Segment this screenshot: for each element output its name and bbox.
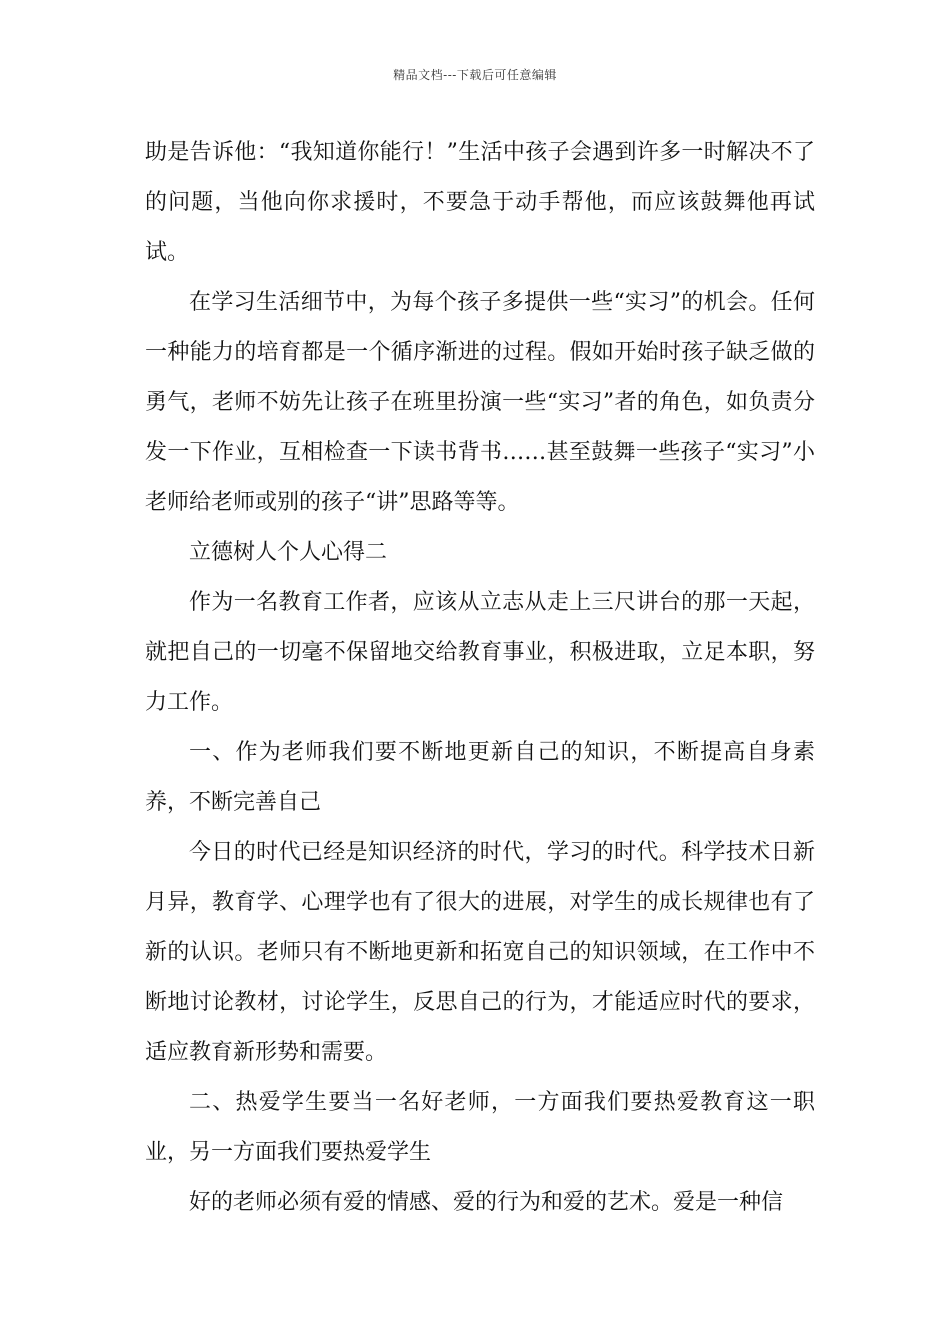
paragraph-3: 作为一名教育工作者，应该从立志从走上三尺讲台的那一天起，就把自己的一切毫不保留地交给教育事业，积极进取，立足本职，努力工作。 (145, 590, 815, 715)
document-body (145, 128, 815, 1228)
paragraph-5: 好的老师必须有爱的情感、爱的行为和爱的艺术。爱是一种信 (189, 1190, 784, 1215)
section-title: 立德树人个人心得二 (189, 540, 388, 565)
paragraph-1: 助是告诉他：“我知道你能行！”生活中孩子会遇到许多一时解决不了的问题，当他向你求援时，不要急于动手帮他，而应该鼓舞他再试试。 (145, 140, 815, 265)
paragraph-2: 在学习生活细节中，为每个孩子多提供一些“实习”的机会。任何一种能力的培育都是一个循序渐进的过程。假如开始时孩子缺乏做的勇气，老师不妨先让孩子在班里扮演一些“实习”者的角色，如负责分发一下作业，互相检查一下读书背书……甚至鼓舞一些孩子“实习”小老师给老师或别的孩子“讲”思路等等。 (145, 290, 815, 515)
paragraph-4: 今日的时代已经是知识经济的时代，学习的时代。科学技术日新月异，教育学、心理学也有了很大的进展，对学生的成长规律也有了新的认识。老师只有不断地更新和拓宽自己的知识领域，在工作中不断地讨论教材，讨论学生，反思自己的行为，才能适应时代的要求，适应教育新形势和需要。 (145, 840, 815, 1065)
heading-point-one: 一、作为老师我们要不断地更新自己的知识，不断提高自身素养，不断完善自己 (145, 740, 815, 815)
page-header: 精品文档---下载后可任意编辑 (393, 68, 557, 82)
heading-point-two: 二、热爱学生要当一名好老师，一方面我们要热爱教育这一职业，另一方面我们要热爱学生 (145, 1090, 815, 1165)
